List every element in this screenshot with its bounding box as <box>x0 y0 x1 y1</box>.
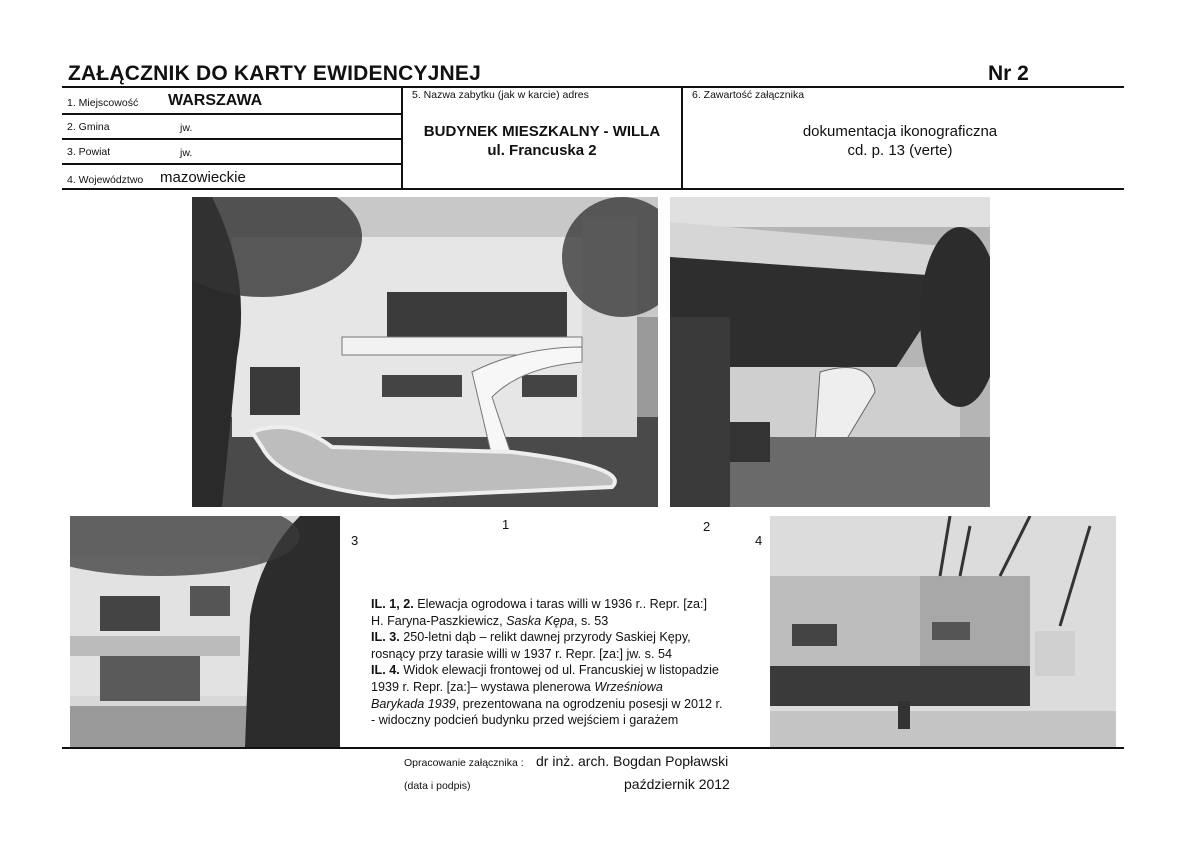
photo-oak-tree <box>70 516 340 747</box>
wojewodztwo-label: 4. Województwo <box>67 174 144 186</box>
caption-line-7a: Barykada 1939 <box>371 696 456 711</box>
nazwa-line-2: ul. Francuska 2 <box>487 142 597 159</box>
photo-garden-elevation <box>192 197 658 507</box>
footer-top-line <box>62 747 1124 749</box>
photo-front-elevation-1939 <box>770 516 1116 747</box>
row-divider-1 <box>62 113 402 115</box>
row-divider-3 <box>62 163 402 165</box>
caption-line-2b: Saska Kępa <box>506 613 574 628</box>
caption-line-1: Elewacja ogrodowa i taras willi w 1936 r.. Repr. [za:] <box>413 597 707 611</box>
gmina-label: 2. Gmina <box>67 121 110 133</box>
row-divider-2 <box>62 138 402 140</box>
table-top-line <box>62 86 1124 88</box>
miejscowosc-value: WARSZAWA <box>168 92 263 109</box>
miejscowosc-label: 1. Miejscowość <box>67 97 139 109</box>
table-bottom-line <box>62 188 1124 190</box>
zawartosc-line-2: cd. p. 13 (verte) <box>847 142 953 159</box>
caption-line-2c: , s. 53 <box>574 613 609 628</box>
photo-number-1: 1 <box>502 517 510 532</box>
caption-il3: IL. 3. <box>371 630 400 645</box>
nazwa-line-1: BUDYNEK MIESZKALNY - WILLA <box>423 123 661 140</box>
photo-caption <box>371 596 766 729</box>
caption-line-4: rosnący przy tarasie willi w 1937 r. Repr. [za:] jw. s. 54 <box>371 646 672 661</box>
caption-line-5: Widok elewacji frontowej od ul. Francuskiej w listopadzie <box>399 663 719 678</box>
caption-line-6a: 1939 r. Repr. [za:]– wystawa plenerowa <box>371 679 595 694</box>
zawartosc-line-1: dokumentacja ikonograficzna <box>802 123 998 140</box>
wojewodztwo-value: mazowieckie <box>160 169 246 186</box>
photo-terrace <box>670 197 990 507</box>
powiat-value: jw. <box>180 147 193 159</box>
date-value: październik 2012 <box>624 776 730 792</box>
photo-number-2: 2 <box>703 519 711 534</box>
caption-line-3: 250-letni dąb – relikt dawnej przyrody Saskiej Kępy, <box>399 630 691 645</box>
caption-il12: IL. 1, 2. <box>371 597 414 611</box>
attachment-number: Nr 2 <box>988 62 1029 85</box>
powiat-label: 3. Powiat <box>67 146 111 158</box>
caption-line-8: - widoczny podcień budynku przed wejściem i garażem <box>371 713 679 728</box>
caption-line-6b: Wrześniowa <box>594 679 663 694</box>
photo-number-4: 4 <box>755 533 763 548</box>
attachment-title: ZAŁĄCZNIK DO KARTY EWIDENCYJNEJ <box>68 62 482 85</box>
author-label: Opracowanie załącznika : <box>404 757 524 769</box>
date-label: (data i podpis) <box>404 780 471 792</box>
author-value: dr inż. arch. Bogdan Popławski <box>536 753 729 769</box>
gmina-value: jw. <box>180 122 193 134</box>
photo-number-3: 3 <box>351 533 359 548</box>
caption-il4: IL. 4. <box>371 663 400 678</box>
caption-line-7b: , prezentowana na ogrodzeniu posesji w 2012 r. <box>455 696 723 711</box>
zawartosc-label: 6. Zawartość załącznika <box>692 89 805 101</box>
nazwa-label: 5. Nazwa zabytku (jak w karcie) adres <box>412 89 589 101</box>
caption-line-2a: H. Faryna-Paszkiewicz, <box>371 613 507 628</box>
